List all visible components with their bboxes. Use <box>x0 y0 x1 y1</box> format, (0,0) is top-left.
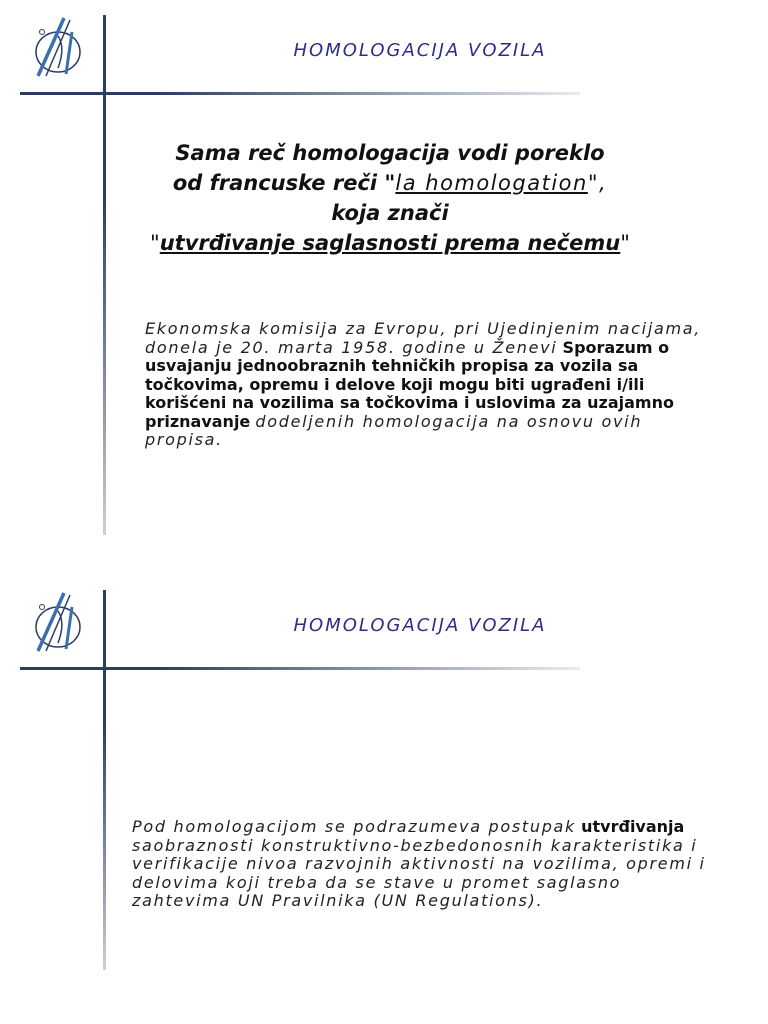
paragraph-end-text: saobraznosti konstruktivno-bezbedonosnih karakteristika i verifikacije nivoa razvojnih aktivnosti na vozilima, opremi i delovima koji treba da se stave u promet saglasno zahtevima UN Pravilnika (UN Regulations). <box>132 835 706 910</box>
french-term: la homologation <box>395 171 588 195</box>
vertical-rule <box>103 590 106 970</box>
agreement-title: Sporazum o usvajanju jednoobraznih tehničkih propisa za vozila sa točkovima, opremu i delove koji mogu biti ugrađeni i/ili korišćeni na vozilima sa točkovima i uslovima za uzajamno priznavanje <box>145 337 674 431</box>
logo-icon <box>28 12 88 80</box>
horizontal-rule <box>20 667 580 670</box>
intro-line-1: Sama reč homologacija vodi poreklo <box>175 141 605 165</box>
slide-title: HOMOLOGACIJA VOZILA <box>293 40 547 61</box>
intro-line-3: koja znači <box>331 201 449 225</box>
agreement-paragraph <box>145 320 720 450</box>
quote-open: " <box>150 231 160 255</box>
logo-icon <box>28 587 88 655</box>
paragraph-end-text: dodeljenih homologacija na osnovu ovih propisa. <box>145 411 643 449</box>
slide-title: HOMOLOGACIJA VOZILA <box>293 615 547 636</box>
intro-line-2-prefix: od francuske reči " <box>172 171 396 195</box>
key-term: utvrđivanja <box>581 817 685 836</box>
paragraph-intro-text: Ekonomska komisija za Evropu, pri Ujedinjenim nacijama, donela je 20. marta 1958. godine u Ženevi <box>145 319 702 357</box>
quote-close: " <box>620 231 630 255</box>
horizontal-rule <box>20 92 580 95</box>
definition-paragraph <box>132 818 712 911</box>
definition-term: utvrđivanje saglasnosti prema nečemu <box>159 231 621 255</box>
intro-line-4 <box>140 228 640 258</box>
slide-2 <box>0 575 768 1024</box>
intro-statement <box>140 138 640 258</box>
intro-line-2 <box>140 168 640 198</box>
intro-line-2-suffix: ", <box>587 171 608 195</box>
paragraph-intro-text: Pod homologacijom se podrazumeva postupak <box>132 817 577 836</box>
